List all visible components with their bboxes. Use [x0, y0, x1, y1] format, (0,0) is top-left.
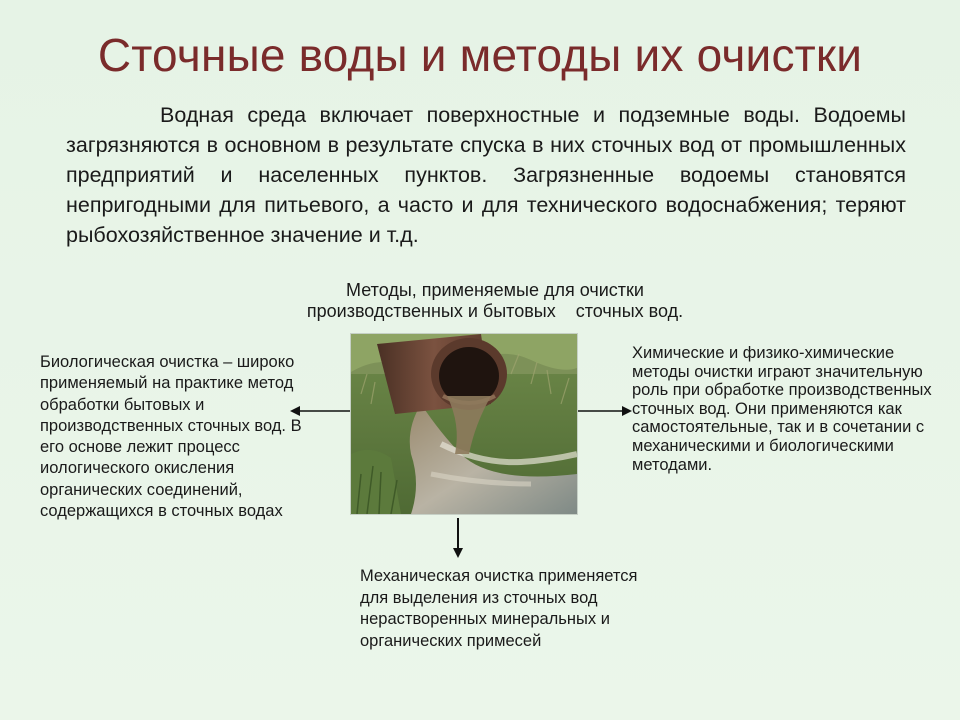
methods-heading-line1: Методы, применяемые для очистки [346, 280, 644, 300]
mechanical-treatment-text: Механическая очистка применяется для выделения из сточных вод нерастворенных минеральных и органических примесей [360, 567, 638, 650]
arrow-right-icon [578, 404, 632, 418]
methods-heading-line2: производственных и бытовых сточных вод. [306, 301, 684, 321]
methods-heading [270, 280, 720, 322]
sewage-pipe-photo [351, 334, 577, 514]
arrow-down-icon [451, 518, 465, 558]
slide-title: Сточные воды и методы их очистки [97, 29, 863, 81]
biological-treatment-text: Биологическая очистка – широко применяемый на практике метод обработки бытовых и производственных сточных вод. В его основе лежит процесс иологического окисления органических соединений, содержащихся в сточных водах [40, 353, 302, 521]
intro-paragraph: Водная среда включает поверхностные и подземные воды. Водоемы загрязняются в основном в результате спуска в них сточных вод от промышленных предприятий и населенных пунктов. Загрязненные водоемы становятся непригодными для питьевого, а часто и для технического водоснабжения; теряют рыбохозяйственное значение и т.д. [66, 103, 906, 247]
chemical-treatment-text: Химические и физико-химические методы очистки играют значительную роль при обработке производственных сточных вод. Они применяются как самостоятельные, так и в сочетании с механическими и биологическими методами. [632, 344, 932, 474]
